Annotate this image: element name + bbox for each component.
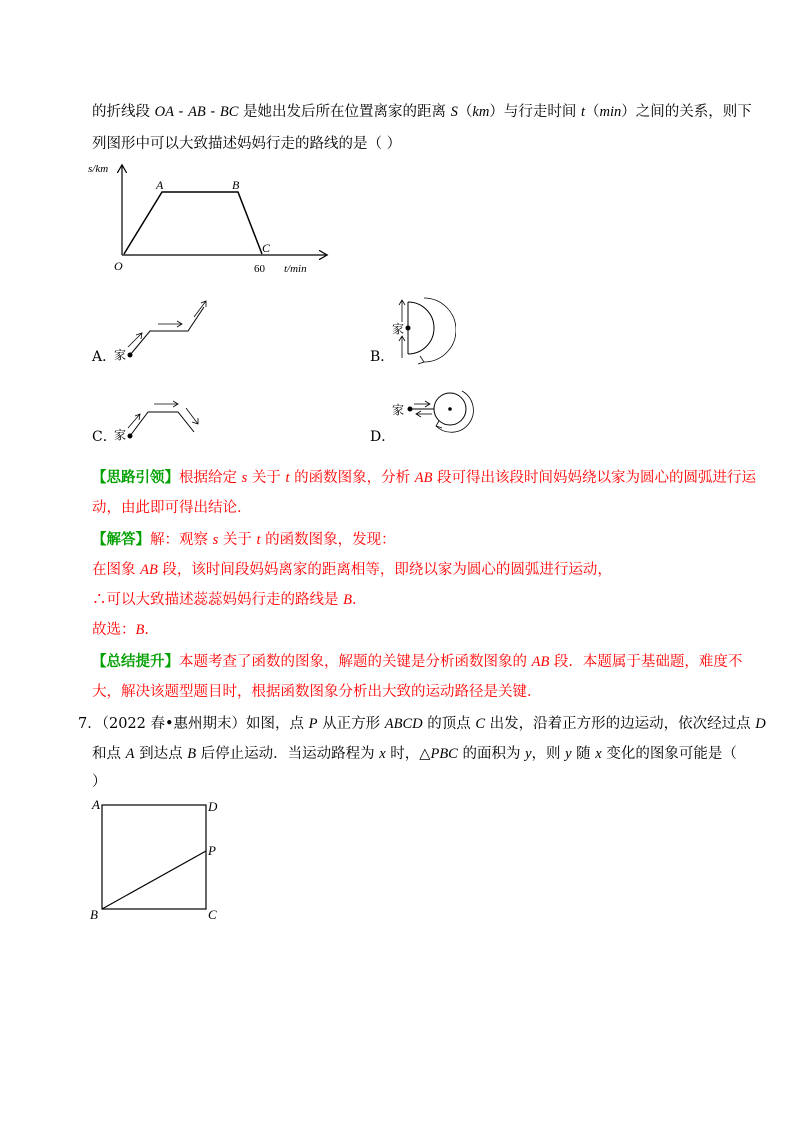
text: ∴可以大致描述蕊蕊妈妈行走的路线是 xyxy=(92,592,344,608)
text: - xyxy=(173,104,189,120)
text: km xyxy=(472,104,490,120)
text: s xyxy=(212,532,219,548)
option-a-home: 家 xyxy=(114,348,127,362)
segment-bp xyxy=(102,851,206,909)
text: P xyxy=(308,716,318,732)
text: 本题考查了函数的图象，解题的关键是分析函数图象的 xyxy=(179,654,532,670)
text: 的函数图象，发现： xyxy=(260,532,396,548)
point-a-label: A xyxy=(156,178,164,192)
option-a-path-figure xyxy=(124,295,214,363)
answer-tag: 【解答】 xyxy=(92,531,150,548)
answer-line-3 xyxy=(92,588,366,609)
hint-line-1 xyxy=(92,466,756,487)
intro-line-2: 列图形中可以大致描述妈妈行走的路线的是（ ） xyxy=(92,136,402,152)
direction-arc xyxy=(424,298,456,362)
text: 的折线段 xyxy=(92,104,155,120)
route-line xyxy=(130,307,204,355)
text: t xyxy=(580,104,585,120)
text: 解：观察 xyxy=(150,532,213,548)
vertex-b-label: B xyxy=(90,907,98,922)
square-abcd xyxy=(102,805,206,909)
text: 从正方形 xyxy=(317,716,385,732)
text: B xyxy=(187,746,197,762)
option-b-home: 家 xyxy=(392,322,405,336)
point-b-label: B xyxy=(232,178,240,192)
text: ）与行走时间 xyxy=(489,104,581,120)
text: 的函数图象，分析 xyxy=(289,470,415,486)
text: B xyxy=(135,622,145,638)
text: 的顶点 xyxy=(422,716,476,732)
summary-tag: 【总结提升】 xyxy=(92,653,179,670)
origin-label: O xyxy=(114,259,123,273)
hint-tag: 【思路引领】 xyxy=(92,469,179,486)
text: 变化的图象可能是（ xyxy=(601,746,737,762)
text: S xyxy=(450,104,458,120)
text: 后停止运动．当运动路程为 xyxy=(196,746,380,762)
text: PBC xyxy=(430,746,458,762)
text: 根据给定 xyxy=(179,470,242,486)
text: 是她出发后所在位置离家的距离 xyxy=(238,104,451,120)
text: 关于 xyxy=(247,470,286,486)
intro-line-1 xyxy=(92,100,752,121)
text: ． xyxy=(351,592,367,608)
option-a-label[interactable]: A． xyxy=(92,349,117,365)
direction-arrow xyxy=(186,408,198,424)
text: 关于 xyxy=(218,532,257,548)
direction-arrow xyxy=(194,301,206,317)
text: ABCD xyxy=(384,716,423,732)
text: 和点 xyxy=(92,746,126,762)
answer-line-1 xyxy=(92,528,396,549)
text: 到达点 xyxy=(134,746,188,762)
text: s xyxy=(241,470,248,486)
question-number: 7． xyxy=(78,716,102,732)
option-c-label[interactable]: C． xyxy=(92,429,117,445)
text: 的面积为 xyxy=(457,746,526,762)
text: min xyxy=(599,104,622,120)
question-7-line-2 xyxy=(92,742,737,763)
text: y xyxy=(525,746,532,762)
option-b-label[interactable]: B． xyxy=(370,349,395,365)
direction-arc xyxy=(436,391,473,432)
distance-time-graph xyxy=(86,158,346,278)
center-dot xyxy=(448,407,452,411)
text: AB xyxy=(414,470,433,486)
text: （ xyxy=(457,104,473,120)
polyline-oabc xyxy=(124,192,262,254)
text: 故选： xyxy=(92,622,136,638)
answer-line-2 xyxy=(92,558,612,579)
hint-line-2: 动，由此即可得出结论． xyxy=(92,500,252,516)
point-p-label: P xyxy=(208,843,216,858)
text: C xyxy=(475,716,485,732)
x-axis-label: t/min xyxy=(284,263,307,275)
text: 出发，沿着正方形的边运动，依次经过点 xyxy=(484,716,756,732)
option-c-home: 家 xyxy=(114,428,127,442)
text: B xyxy=(343,592,352,608)
text: t xyxy=(256,532,261,548)
text: t xyxy=(285,470,290,486)
point-c-label: C xyxy=(262,241,271,255)
question-7-line-1 xyxy=(78,712,766,733)
text: 随 xyxy=(571,746,596,762)
text: A xyxy=(125,746,135,762)
text: ． xyxy=(144,622,159,638)
option-d-label[interactable]: D． xyxy=(370,429,396,445)
text: AB xyxy=(531,654,550,670)
question-7-line-3: ） xyxy=(92,774,107,790)
text: OA xyxy=(154,104,174,120)
choice-line xyxy=(92,618,159,639)
route-arc xyxy=(408,302,434,354)
vertex-c-label: C xyxy=(208,907,217,922)
text: x xyxy=(595,746,602,762)
text: 时，△ xyxy=(385,746,431,762)
option-d-path-figure xyxy=(406,386,480,438)
summary-line-2: 大，解决该题型题目时，根据函数图象分析出大致的运动路径是关键． xyxy=(92,684,542,700)
option-b-path-figure xyxy=(396,292,456,368)
tick-60-label: 60 xyxy=(254,263,265,275)
text: 段，该时间段妈妈离家的距离相等，即绕以家为圆心的圆弧进行运动， xyxy=(157,562,612,578)
text: D xyxy=(755,716,766,732)
text: BC xyxy=(219,104,239,120)
text: ，则 xyxy=(531,746,566,762)
vertex-d-label: D xyxy=(208,799,218,814)
square-abcd-figure xyxy=(86,795,226,925)
summary-line-1 xyxy=(92,650,742,671)
text: y xyxy=(565,746,572,762)
option-d-home: 家 xyxy=(392,403,405,417)
text: （ xyxy=(584,104,600,120)
text: AB xyxy=(188,104,206,120)
arrowhead xyxy=(418,356,424,364)
text: 在图象 xyxy=(92,562,141,578)
text: 段可得出该段时间妈妈绕以家为圆心的圆弧进行运 xyxy=(432,470,757,486)
text: 段．本题属于基础题，难度不 xyxy=(549,654,743,670)
text: （2022 春•惠州期末）如图，点 xyxy=(101,716,309,732)
y-axis-label: s/km xyxy=(88,163,109,175)
text: - xyxy=(205,104,220,120)
text: x xyxy=(379,746,386,762)
option-c-path-figure xyxy=(124,392,214,442)
text: AB xyxy=(140,562,158,578)
vertex-a-label: A xyxy=(92,797,100,812)
direction-arrow xyxy=(128,333,142,347)
text: ）之间的关系，则下 xyxy=(621,104,752,120)
